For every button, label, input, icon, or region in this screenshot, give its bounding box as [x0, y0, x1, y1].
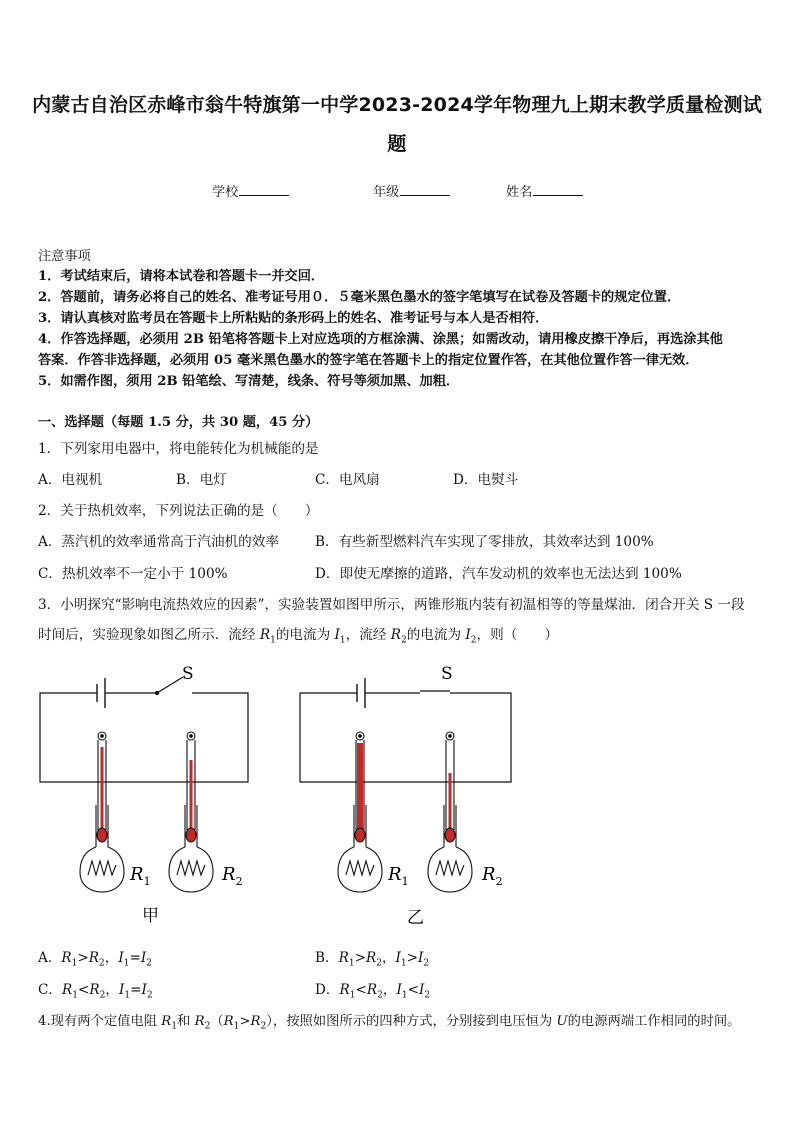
section-heading: 一、选择题（每题 1.5 分，共 30 题，45 分） — [38, 415, 319, 430]
q3-option-a: A．$R_1>R_2$，$I_1=I_2$ — [38, 950, 152, 969]
question-4-stem: 4.现有两个定值电阻 $R_1$和 $R_2(R_1>R_2)$，按照如图所示的四种方式，分别接到电压恒为 U的电源两端工作相同的时间。 — [38, 1014, 741, 1032]
notice-item: 4．作答选择题，必须用 2B 铅笔将答题卡上对应选项的方框涂满、涂黑；如需改动，请用橡皮擦干净后，再选涂其他 — [38, 332, 723, 347]
circuit-yi — [300, 678, 511, 782]
grade-label: 年级 — [373, 185, 400, 200]
page-title: 内蒙古自治区赤峰市翁牛特旗第一中学2023-2024学年物理九上期末教学质量检测试 — [32, 94, 762, 116]
school-blank — [239, 183, 289, 196]
r1-label-left: $R_1$ — [130, 864, 151, 888]
q3-option-d: D．$R_1<R_2$，$I_1<I_2$ — [315, 982, 431, 1001]
q3-option-c: C．$R_1<R_2$，$I_1=I_2$ — [38, 982, 153, 1001]
r1-label-right: $R_1$ — [388, 864, 409, 888]
q3-option-b: B．$R_1>R_2$，$I_1>I_2$ — [315, 950, 430, 969]
q1-option-d: D．电熨斗 — [453, 472, 519, 488]
school-field — [212, 181, 289, 200]
question-1-stem: 1．下列家用电器中，将电能转化为机械能的是 — [38, 441, 319, 457]
circuit-figure — [30, 655, 570, 935]
notice-item: 2．答题前，请务必将自己的姓名、准考证号用０．５毫米黑色墨水的签字笔填写在试卷及答题卡的规定位置． — [38, 290, 681, 305]
switch-label-right: S — [441, 664, 453, 684]
notice-item: 答案．作答非选择题，必须用 05 毫米黑色墨水的签字笔在答题卡上的指定位置作答，在其他位置作答一律无效． — [38, 353, 699, 368]
grade-blank — [400, 183, 450, 196]
caption-yi: 乙 — [407, 908, 424, 928]
r2-label-left: $R_2$ — [222, 864, 243, 888]
notice-item: 5．如需作图，须用 2B 铅笔绘、写清楚，线条、符号等须加黑、加粗． — [38, 374, 460, 389]
grade-field — [373, 181, 450, 200]
switch-label-left: S — [182, 664, 194, 684]
q2-option-d: D．即使无摩擦的道路，汽车发动机的效率也无法达到 100% — [315, 566, 682, 582]
question-3-stem: 3．小明探究“影响电流热效应的因素”，实验装置如图甲所示，两锥形瓶内装有初温相等的等量煤油．闭合开关 S 一段 — [38, 597, 745, 613]
q2-option-b: B．有些新型燃料汽车实现了零排放，其效率达到 100% — [315, 534, 654, 550]
name-field — [506, 181, 583, 200]
flask-r1-left — [80, 732, 124, 892]
flask-r2-left — [169, 732, 213, 892]
name-label: 姓名 — [506, 185, 533, 200]
notice-item: 3．请认真核对监考员在答题卡上所粘贴的条形码上的姓名、准考证号与本人是否相符． — [38, 311, 549, 326]
school-label: 学校 — [212, 185, 239, 200]
q2-option-a: A．蒸汽机的效率通常高于汽油机的效率 — [38, 534, 279, 550]
q1-option-a: A．电视机 — [38, 472, 103, 488]
q1-option-c: C．电风扇 — [315, 472, 380, 488]
flask-r2-right — [428, 732, 472, 892]
r2-label-right: $R_2$ — [482, 864, 503, 888]
notice-item: 1．考试结束后，请将本试卷和答题卡一并交回． — [38, 269, 325, 284]
flask-r1-right — [338, 732, 382, 892]
name-blank — [533, 183, 583, 196]
q1-option-b: B．电灯 — [176, 472, 227, 488]
circuit-jia — [40, 677, 248, 782]
caption-jia: 甲 — [142, 906, 159, 926]
page-title-continued: 题 — [387, 133, 407, 155]
q2-option-c: C．热机效率不一定小于 100% — [38, 566, 228, 582]
notice-heading: 注意事项 — [38, 249, 91, 264]
question-2-stem: 2．关于热机效率，下列说法正确的是（ ） — [38, 503, 319, 519]
question-3-stem-line2: 时间后，实验现象如图乙所示．流经 $R_1$的电流为 $I_1$，流经 $R_2$的电流为 $I_2$，则（ ） — [38, 627, 559, 646]
